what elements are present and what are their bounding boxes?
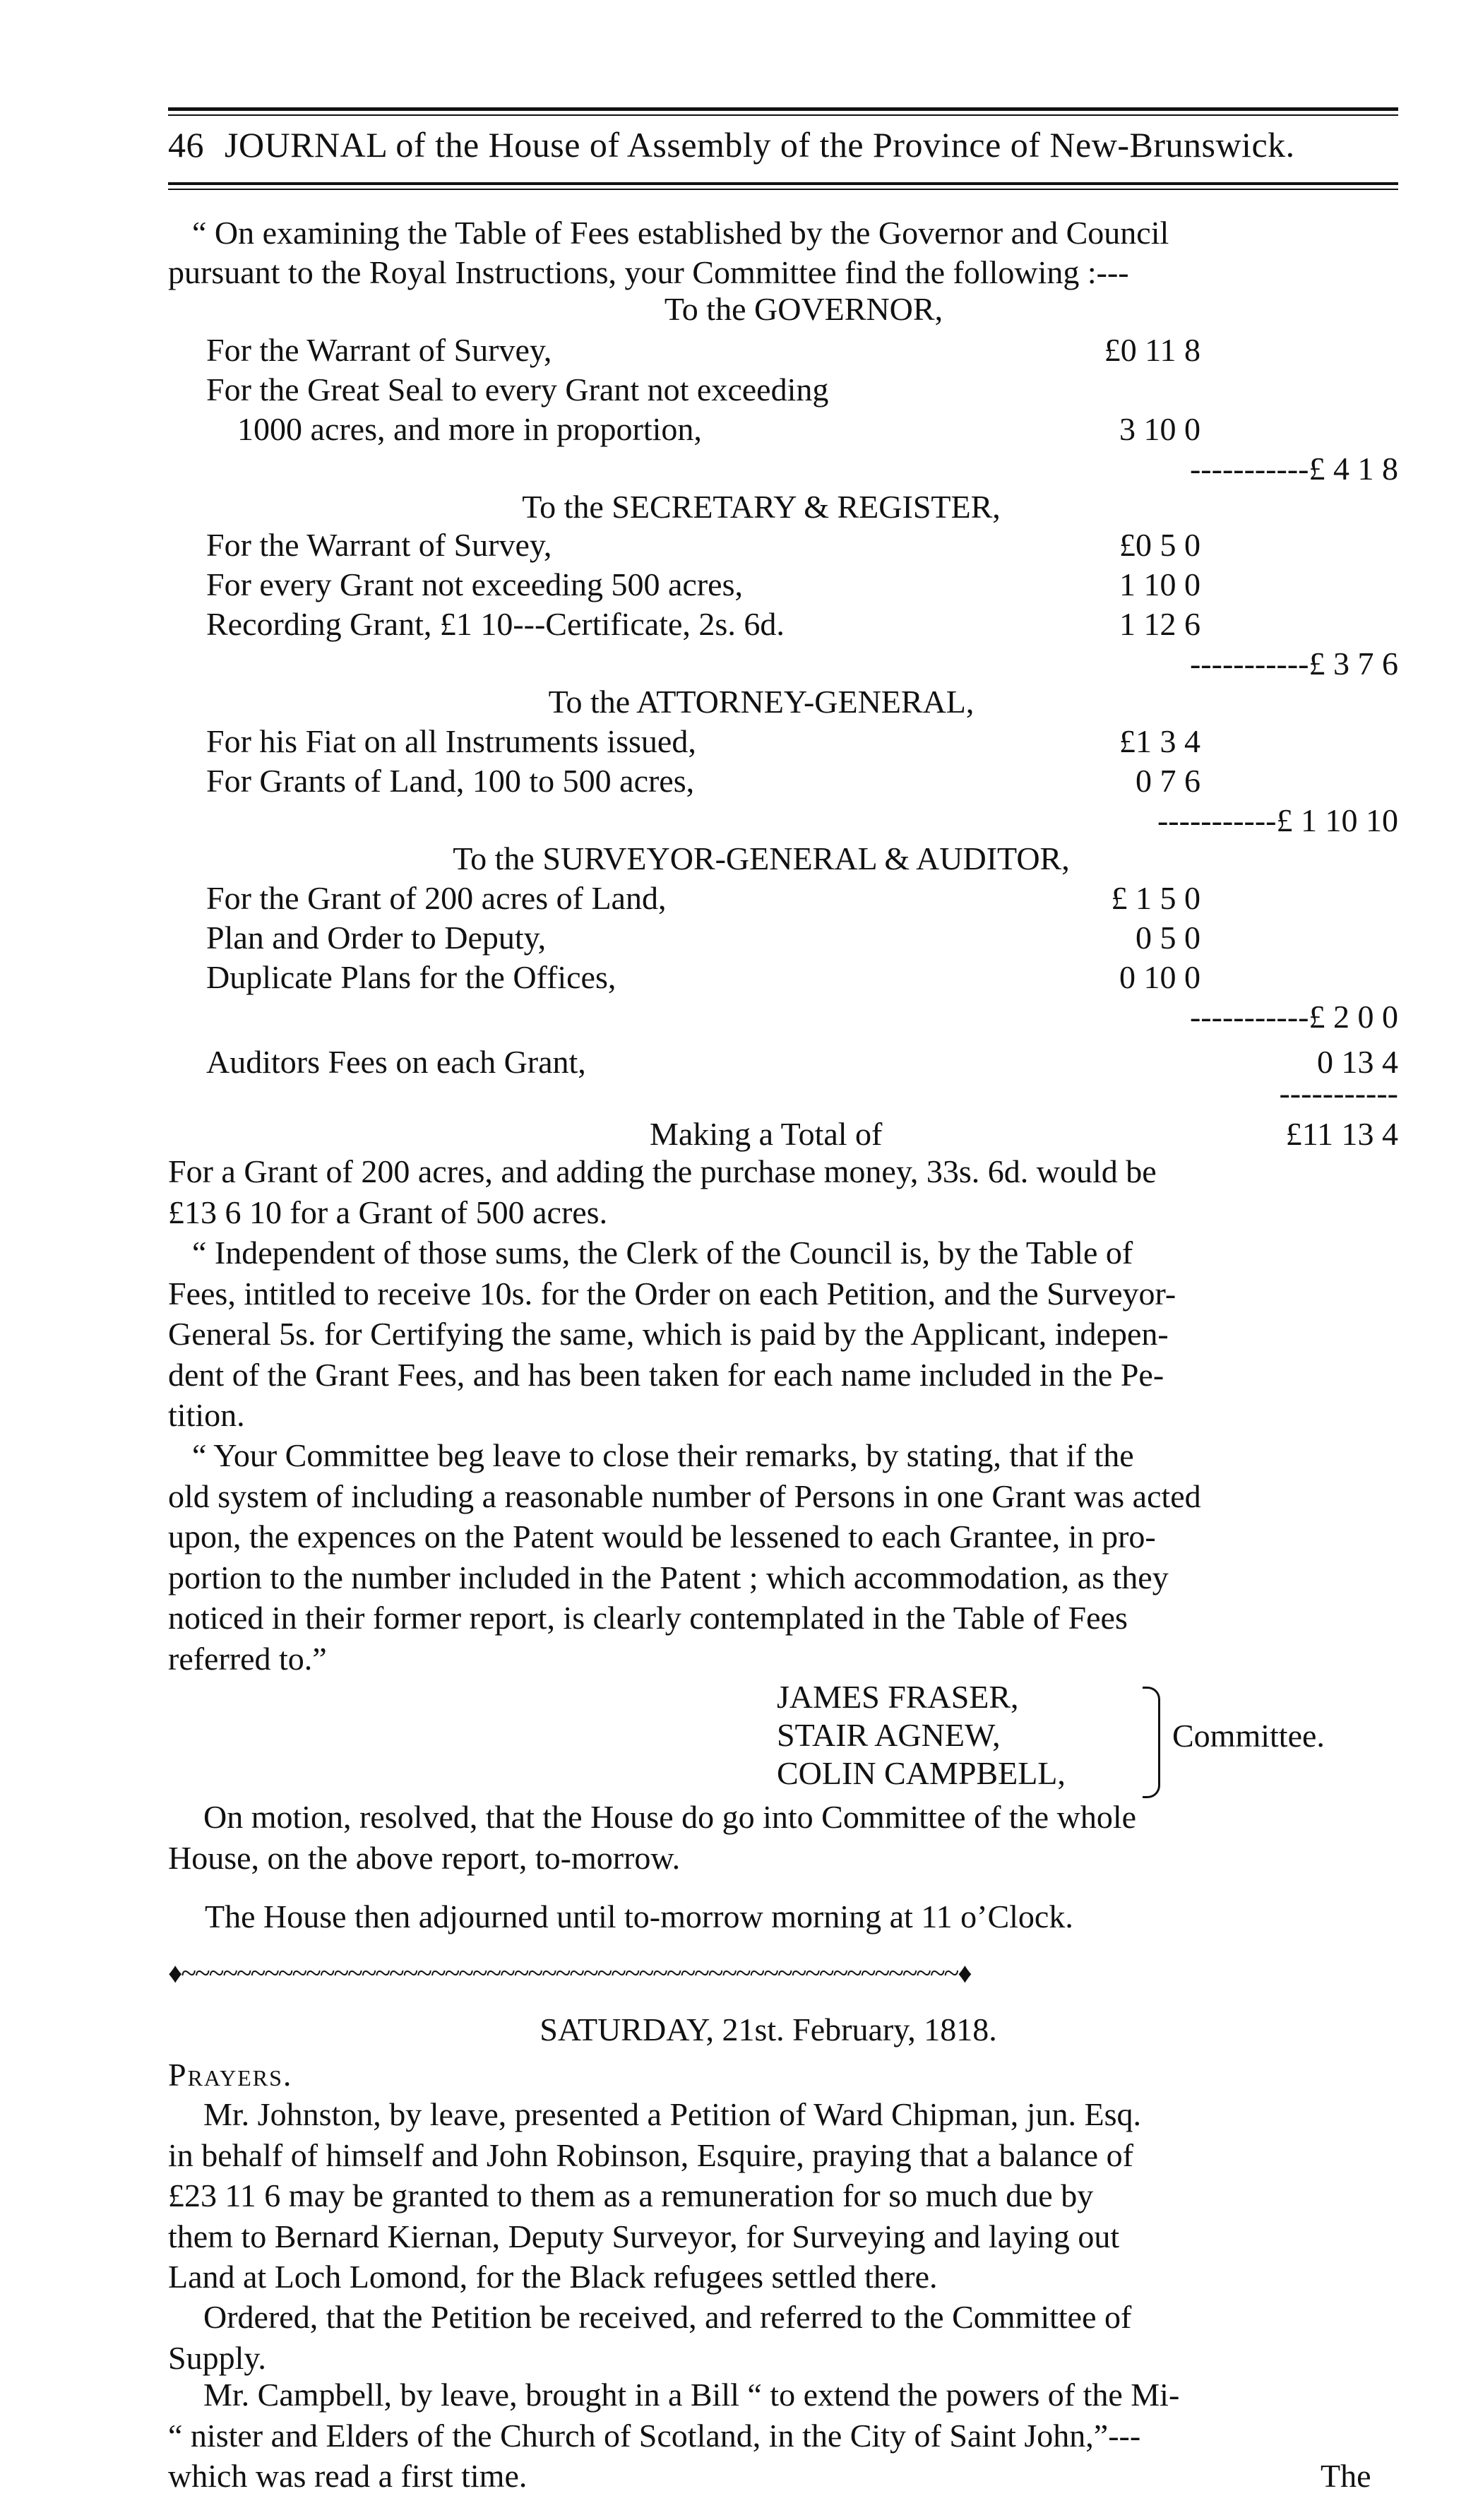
committee-label: Committee. — [1172, 1718, 1325, 1754]
fee-amount: 0 13 4 — [1317, 1044, 1398, 1080]
fee-label: For the Warrant of Survey, — [206, 527, 552, 563]
fee-label: For every Grant not exceeding 500 acres, — [206, 566, 743, 602]
fee-label: For Grants of Land, 100 to 500 acres, — [206, 763, 695, 799]
text-line: “ nister and Elders of the Church of Scotland, in the City of Saint John,”--- — [168, 2417, 1141, 2454]
section-total: -----------£ 3 7 6 — [1189, 646, 1398, 682]
fee-amount: 3 10 0 — [1119, 411, 1200, 447]
running-title: JOURNAL of the House of Assembly of the Province of New-Brunswick. — [225, 125, 1295, 165]
fee-label: For the Warrant of Survey, — [206, 332, 552, 368]
text-line: noticed in their former report, is clearly contemplated in the Table of Fees — [168, 1600, 1128, 1636]
fee-label: Duplicate Plans for the Offices, — [206, 959, 616, 995]
fee-label: For his Fiat on all Instruments issued, — [206, 723, 696, 759]
making-total-label: Making a Total of — [650, 1116, 883, 1152]
text-line: Supply. — [168, 2339, 266, 2376]
committee-member: STAIR AGNEW, — [777, 1717, 1001, 1753]
total-dashes: ----------- — [1279, 1075, 1398, 1111]
ordered-paragraph — [168, 2297, 1398, 2378]
secretary-heading: To the SECRETARY & REGISTER, — [522, 489, 1001, 525]
text-line: £23 11 6 may be granted to them as a remuneration for so much due by — [168, 2177, 1094, 2213]
committee-brace — [1143, 1687, 1160, 1798]
text-line: dent of the Grant Fees, and has been taken for each name included in the Pe- — [168, 1356, 1164, 1393]
text-line: Fees, intitled to receive 10s. for the Order on each Petition, and the Surveyor- — [168, 1275, 1176, 1312]
text-line: portion to the number included in the Patent ; which accommodation, as they — [168, 1559, 1169, 1595]
page-number: 46 — [168, 125, 204, 165]
section-total: -----------£ 1 10 10 — [1157, 802, 1398, 838]
fee-label: Plan and Order to Deputy, — [206, 920, 547, 956]
date-heading: SATURDAY, 21st. February, 1818. — [540, 2011, 997, 2048]
ornament-divider: ♦~~~~~~~~~~~~~~~~~~~~~~~~~~~~~~~~~~~~~~~~~~~~~~~~~~~~~~~~♦ — [168, 1957, 971, 1989]
text-line: Mr. Campbell, by leave, brought in a Bill “ to extend the powers of the Mi- — [203, 2377, 1180, 2413]
prayers-heading: Prayers. — [168, 2057, 293, 2093]
top-rule-thin — [168, 114, 1398, 116]
intro-line-1: “ On examining the Table of Fees established by the Governor and Council — [192, 215, 1169, 251]
header-rule — [168, 182, 1398, 185]
text-line: House, on the above report, to-morrow. — [168, 1839, 681, 1876]
text-line: £13 6 10 for a Grant of 500 acres. — [168, 1194, 608, 1230]
fee-amount: 0 7 6 — [1136, 763, 1200, 799]
section-total: -----------£ 4 1 8 — [1189, 451, 1398, 487]
intro-line-2: pursuant to the Royal Instructions, your Committee find the following :--- — [168, 254, 1129, 290]
fee-label: For the Great Seal to every Grant not exceeding — [206, 372, 829, 408]
fee-amount: 1 10 0 — [1119, 566, 1200, 602]
text-line: referred to.” — [168, 1640, 327, 1677]
text-line: old system of including a reasonable number of Persons in one Grant was acted — [168, 1478, 1201, 1514]
close-paragraph — [168, 1435, 1398, 1679]
text-line: in behalf of himself and John Robinson, Esquire, praying that a balance of — [168, 2136, 1133, 2173]
adjourned-line: The House then adjourned until to-morrow morning at 11 o’Clock. — [205, 1898, 1073, 1934]
governor-heading: To the GOVERNOR, — [664, 291, 943, 327]
text-line: For a Grant of 200 acres, and adding the purchase money, 33s. 6d. would be — [168, 1153, 1157, 1189]
fee-amount: £1 3 4 — [1119, 723, 1200, 759]
text-line: “ Your Committee beg leave to close their remarks, by stating, that if the — [192, 1437, 1134, 1473]
fee-amount: £ 1 5 0 — [1111, 880, 1200, 916]
text-line: them to Bernard Kiernan, Deputy Surveyor, for Surveying and laying out — [168, 2218, 1120, 2254]
section-total: -----------£ 2 0 0 — [1189, 999, 1398, 1035]
text-line: upon, the expences on the Patent would be lessened to each Grantee, in pro- — [168, 1518, 1156, 1555]
text-line: General 5s. for Certifying the same, which is paid by the Applicant, indepen- — [168, 1316, 1169, 1352]
johnston-paragraph — [168, 2094, 1398, 2298]
top-rule — [168, 107, 1398, 111]
header-rule-thin — [168, 189, 1398, 190]
surveyor-heading: To the SURVEYOR-GENERAL & AUDITOR, — [453, 840, 1070, 876]
text-line: Ordered, that the Petition be received, and referred to the Committee of — [203, 2299, 1132, 2335]
campbell-paragraph — [168, 2375, 1398, 2497]
fee-amount: £0 5 0 — [1119, 527, 1200, 563]
text-line: “ Independent of those sums, the Clerk of the Council is, by the Table of — [192, 1235, 1133, 1271]
making-total-amount: £11 13 4 — [1285, 1116, 1398, 1152]
motion-paragraph — [168, 1797, 1398, 1878]
fee-label: 1000 acres, and more in proportion, — [237, 411, 702, 447]
independent-paragraph — [168, 1232, 1398, 1436]
fee-amount: 0 5 0 — [1136, 920, 1200, 956]
text-line: tition. — [168, 1397, 245, 1433]
attorney-heading: To the ATTORNEY-GENERAL, — [548, 684, 975, 720]
fee-label: For the Grant of 200 acres of Land, — [206, 880, 667, 916]
text-line: Mr. Johnston, by leave, presented a Petition of Ward Chipman, jun. Esq. — [203, 2096, 1141, 2132]
text-line: which was read a first time. — [168, 2458, 528, 2494]
catchword: The — [1321, 2458, 1371, 2494]
fee-amount: 1 12 6 — [1119, 606, 1200, 642]
grant-paragraph — [168, 1151, 1398, 1232]
committee-member: JAMES FRASER, — [777, 1679, 1019, 1715]
fee-label: Auditors Fees on each Grant, — [206, 1044, 586, 1080]
fee-amount: £0 11 8 — [1104, 332, 1200, 368]
text-line: On motion, resolved, that the House do go into Committee of the whole — [203, 1799, 1137, 1835]
text-line: Land at Loch Lomond, for the Black refugees settled there. — [168, 2259, 938, 2295]
committee-member: COLIN CAMPBELL, — [777, 1755, 1066, 1791]
fee-amount: 0 10 0 — [1119, 959, 1200, 995]
fee-label: Recording Grant, £1 10---Certificate, 2s. 6d. — [206, 606, 785, 642]
